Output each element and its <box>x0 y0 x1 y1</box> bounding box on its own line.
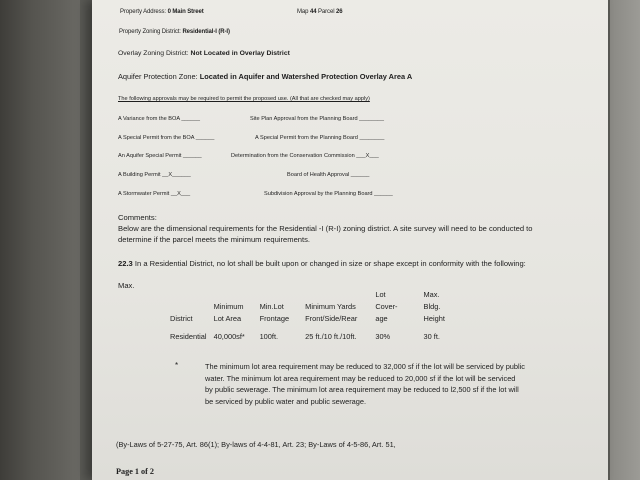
overlay-district-line <box>118 50 290 57</box>
section-paragraph <box>118 258 538 269</box>
cell-coverage: 30% <box>375 332 391 341</box>
section-text: In a Residential District, no lot shall be built upon or changed in size or shape except in conformity with the following: <box>134 259 526 268</box>
approval-left-4: A Building Permit __X______ <box>118 172 191 178</box>
footnote-bullet: * <box>175 361 179 370</box>
cell-yards: 25 ft./10 ft./10ft. <box>305 332 357 341</box>
overlay-value: Not Located in Overlay District <box>190 50 290 57</box>
header-lot-area: Minimum Lot Area <box>213 302 244 323</box>
bylaws-reference: (By-Laws of 5-27-75, Art. 86(1); By-laws of 4-4-81, Art. 23; By-Laws of 4-5-86, Art. 51, <box>116 440 396 449</box>
document-page <box>92 0 608 480</box>
approval-right-1: Site Plan Approval from the Planning Board ________ <box>250 116 385 122</box>
zoning-district-line <box>119 29 230 35</box>
header-district: District <box>170 314 193 323</box>
table-row <box>170 325 452 343</box>
approval-left-1: A Variance from the BOA ______ <box>118 116 200 122</box>
approval-left-5: A Stormwater Permit __X___ <box>118 191 191 197</box>
page-number: Page 1 of 2 <box>116 467 154 476</box>
map-label: Map <box>297 9 309 15</box>
aquifer-label: Aquifer Protection Zone: <box>118 72 198 81</box>
approval-left-2: A Special Permit from the BOA ______ <box>118 135 215 141</box>
approval-right-4: Board of Health Approval ______ <box>287 172 370 178</box>
approvals-intro: The following approvals may be required to permit the proposed use. (All that are checked may apply) <box>118 96 370 102</box>
aquifer-value: Located in Aquifer and Watershed Protection Overlay Area A <box>199 72 413 81</box>
approval-right-5: Subdivision Approval by the Planning Board ______ <box>264 191 393 197</box>
cell-lot-area: 40,000sf* <box>213 332 245 341</box>
zoning-district-value: Residential-I (R-I) <box>182 29 230 35</box>
dimensional-table <box>170 289 452 343</box>
cell-height: 30 ft. <box>423 332 440 341</box>
zoning-district-label: Property Zoning District: <box>119 29 181 35</box>
background-right <box>610 0 640 480</box>
approval-right-3: Determination from the Conservation Commission ___X___ <box>231 153 379 159</box>
background-left <box>0 0 80 480</box>
header-coverage: Lot Cover- age <box>375 290 398 323</box>
cell-frontage: 100ft. <box>259 332 279 341</box>
parcel-label: Parcel <box>318 9 335 15</box>
comments-text: Below are the dimensional requirements for the Residential -I (R-I) zoning district. A site survey will need to be conducted to determine if the parcel meets the minimum requirements. <box>118 224 533 244</box>
property-address-line <box>120 9 204 15</box>
map-value: 44 <box>309 9 317 15</box>
footnote-text: The minimum lot area requirement may be reduced to 32,000 sf if the lot will be serviced by public water. The minimum lot area requirement may be reduced to 20,000 sf if the lot will be serviced by public sewerage. The minimum lot area requirement may be reduced to l2,500 sf if the lot will be serviced by public water and public sewerage. <box>205 362 526 406</box>
cell-district: Residential <box>170 332 207 341</box>
max-label: Max. <box>118 281 135 290</box>
approval-left-3: An Aquifer Special Permit ______ <box>118 153 202 159</box>
address-value: 0 Main Street <box>167 9 204 15</box>
aquifer-zone-line <box>118 72 412 81</box>
header-yards: Minimum Yards Front/Side/Rear <box>305 302 358 323</box>
address-label: Property Address: <box>120 9 166 15</box>
parcel-value: 26 <box>336 9 343 15</box>
header-height: Max. Bldg. Height <box>423 290 445 323</box>
overlay-label: Overlay Zoning District: <box>118 50 189 57</box>
map-parcel-line <box>297 9 343 15</box>
comments-heading: Comments: <box>118 213 157 222</box>
section-number: 22.3 <box>118 259 133 268</box>
approval-right-2: A Special Permit from the Planning Board ________ <box>255 135 385 141</box>
table-header-row <box>170 289 452 325</box>
header-frontage: Min.Lot Frontage <box>259 302 290 323</box>
